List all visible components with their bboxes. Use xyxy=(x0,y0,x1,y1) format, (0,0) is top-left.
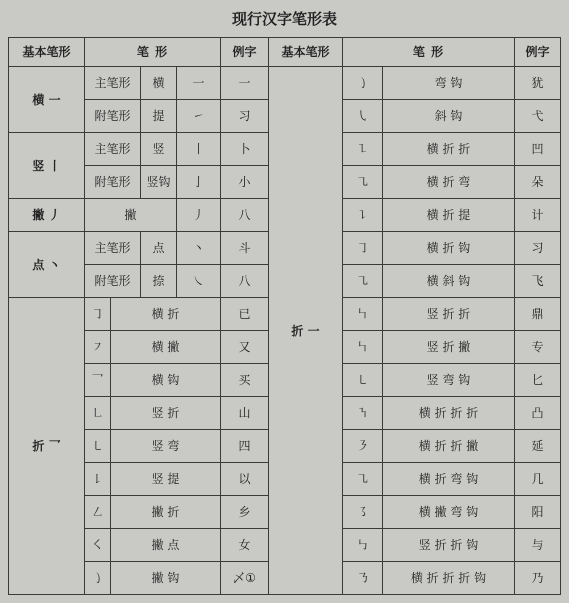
zhe-example-6: 以 xyxy=(221,463,269,496)
right-example-13: 几 xyxy=(515,463,561,496)
right-glyph-7: ㇈ xyxy=(343,265,383,298)
dian-sub-tag: 附笔形 xyxy=(85,265,141,298)
shu-sub-name: 竖钩 xyxy=(141,166,177,199)
zhe-name-8: 撇 点 xyxy=(111,529,221,562)
right-example-9: 专 xyxy=(515,331,561,364)
basic-pie: 撇 丿 xyxy=(9,199,85,232)
pie-example: 八 xyxy=(221,199,269,232)
header-shape: 笔 形 xyxy=(85,38,221,67)
right-example-2: 弋 xyxy=(515,100,561,133)
zhe-glyph-8: ㇛ xyxy=(85,529,111,562)
right-glyph-14: ㇌ xyxy=(343,496,383,529)
pie-glyph: 丿 xyxy=(177,199,221,232)
zhe-name-4: 竖 折 xyxy=(111,397,221,430)
right-glyph-4: ㇈ xyxy=(343,166,383,199)
zhe-glyph-1: ㇆ xyxy=(85,298,111,331)
dian-sub-example: 八 xyxy=(221,265,269,298)
zhe-example-3: 买 xyxy=(221,364,269,397)
right-example-8: 鼎 xyxy=(515,298,561,331)
shu-main-name: 竖 xyxy=(141,133,177,166)
right-glyph-6: ㇆ xyxy=(343,232,383,265)
right-name-1: 弯 钩 xyxy=(383,67,515,100)
heng-sub-example: 习 xyxy=(221,100,269,133)
right-glyph-11: ㇎ xyxy=(343,397,383,430)
right-name-9: 竖 折 撇 xyxy=(383,331,515,364)
dian-main-example: 斗 xyxy=(221,232,269,265)
right-name-10: 竖 弯 钩 xyxy=(383,364,515,397)
heng-main-example: 一 xyxy=(221,67,269,100)
right-glyph-5: ㇊ xyxy=(343,199,383,232)
right-name-3: 横 折 折 xyxy=(383,133,515,166)
right-glyph-16: ㇡ xyxy=(343,562,383,595)
zhe-example-8: 女 xyxy=(221,529,269,562)
right-glyph-8: ㇞ xyxy=(343,298,383,331)
zhe-example-2: 又 xyxy=(221,331,269,364)
right-example-14: 阳 xyxy=(515,496,561,529)
right-name-8: 竖 折 折 xyxy=(383,298,515,331)
heng-sub-tag: 附笔形 xyxy=(85,100,141,133)
header-example: 例字 xyxy=(221,38,269,67)
right-example-1: 犹 xyxy=(515,67,561,100)
header-basic: 基本笔形 xyxy=(9,38,85,67)
basic-dian: 点 丶 xyxy=(9,232,85,298)
shu-main-example: 卜 xyxy=(221,133,269,166)
right-name-14: 横 撇 弯 钩 xyxy=(383,496,515,529)
heng-main-tag: 主笔形 xyxy=(85,67,141,100)
pie-name: 撇 xyxy=(85,199,177,232)
dian-main-glyph: 丶 xyxy=(177,232,221,265)
basic-zhe-right: 折 一 xyxy=(269,67,343,595)
right-name-6: 横 折 钩 xyxy=(383,232,515,265)
heng-sub-name: 提 xyxy=(141,100,177,133)
shu-main-tag: 主笔形 xyxy=(85,133,141,166)
right-name-4: 横 折 弯 xyxy=(383,166,515,199)
dian-main-name: 点 xyxy=(141,232,177,265)
zhe-glyph-6: ㇙ xyxy=(85,463,111,496)
right-glyph-12: ㇋ xyxy=(343,430,383,463)
zhe-example-1: 已 xyxy=(221,298,269,331)
zhe-name-9: 撇 钩 xyxy=(111,562,221,595)
right-example-3: 凹 xyxy=(515,133,561,166)
right-example-10: 匕 xyxy=(515,364,561,397)
zhe-example-7: 乡 xyxy=(221,496,269,529)
zhe-glyph-2: ㇇ xyxy=(85,331,111,364)
right-name-5: 横 折 提 xyxy=(383,199,515,232)
zhe-glyph-7: ㇜ xyxy=(85,496,111,529)
zhe-name-2: 横 撇 xyxy=(111,331,221,364)
zhe-example-9: 乄① xyxy=(221,562,269,595)
heng-main-glyph: 一 xyxy=(177,67,221,100)
heng-sub-glyph: ㇀ xyxy=(177,100,221,133)
right-example-6: 习 xyxy=(515,232,561,265)
stroke-table xyxy=(8,37,561,595)
zhe-name-7: 撇 折 xyxy=(111,496,221,529)
right-example-16: 乃 xyxy=(515,562,561,595)
right-name-12: 横 折 折 撇 xyxy=(383,430,515,463)
zhe-name-6: 竖 提 xyxy=(111,463,221,496)
right-glyph-3: ㇅ xyxy=(343,133,383,166)
header-shape-2: 笔 形 xyxy=(343,38,515,67)
right-example-7: 飞 xyxy=(515,265,561,298)
shu-sub-example: 小 xyxy=(221,166,269,199)
right-example-4: 朵 xyxy=(515,166,561,199)
right-name-16: 横 折 折 折 钩 xyxy=(383,562,515,595)
header-basic-2: 基本笔形 xyxy=(269,38,343,67)
right-name-11: 横 折 折 折 xyxy=(383,397,515,430)
dian-sub-glyph: ㇏ xyxy=(177,265,221,298)
right-glyph-10: ㇄ xyxy=(343,364,383,397)
heng-main-name: 横 xyxy=(141,67,177,100)
zhe-glyph-4: ㇗ xyxy=(85,397,111,430)
shu-sub-glyph: 亅 xyxy=(177,166,221,199)
header-example-2: 例字 xyxy=(515,38,561,67)
right-glyph-15: ㇉ xyxy=(343,529,383,562)
right-example-15: 与 xyxy=(515,529,561,562)
dian-main-tag: 主笔形 xyxy=(85,232,141,265)
zhe-glyph-9: ㇁ xyxy=(85,562,111,595)
right-name-15: 竖 折 折 钩 xyxy=(383,529,515,562)
basic-zhe-left: 折 乛 xyxy=(9,298,85,595)
basic-heng: 横 一 xyxy=(9,67,85,133)
zhe-example-5: 四 xyxy=(221,430,269,463)
shu-main-glyph: 丨 xyxy=(177,133,221,166)
basic-shu: 竖 丨 xyxy=(9,133,85,199)
page-title: 现行汉字笔形表 xyxy=(231,10,337,28)
right-glyph-1: ㇁ xyxy=(343,67,383,100)
zhe-glyph-3: 乛 xyxy=(85,364,111,397)
right-name-2: 斜 钩 xyxy=(383,100,515,133)
zhe-name-1: 横 折 xyxy=(111,298,221,331)
right-glyph-13: ㇈ xyxy=(343,463,383,496)
right-name-7: 横 斜 钩 xyxy=(383,265,515,298)
right-example-5: 计 xyxy=(515,199,561,232)
right-example-12: 延 xyxy=(515,430,561,463)
zhe-name-5: 竖 弯 xyxy=(111,430,221,463)
right-name-13: 横 折 弯 钩 xyxy=(383,463,515,496)
zhe-name-3: 横 钩 xyxy=(111,364,221,397)
zhe-example-4: 山 xyxy=(221,397,269,430)
zhe-glyph-5: ㇄ xyxy=(85,430,111,463)
dian-sub-name: 捺 xyxy=(141,265,177,298)
right-example-11: 凸 xyxy=(515,397,561,430)
right-glyph-2: ㇂ xyxy=(343,100,383,133)
right-glyph-9: ㇞ xyxy=(343,331,383,364)
shu-sub-tag: 附笔形 xyxy=(85,166,141,199)
